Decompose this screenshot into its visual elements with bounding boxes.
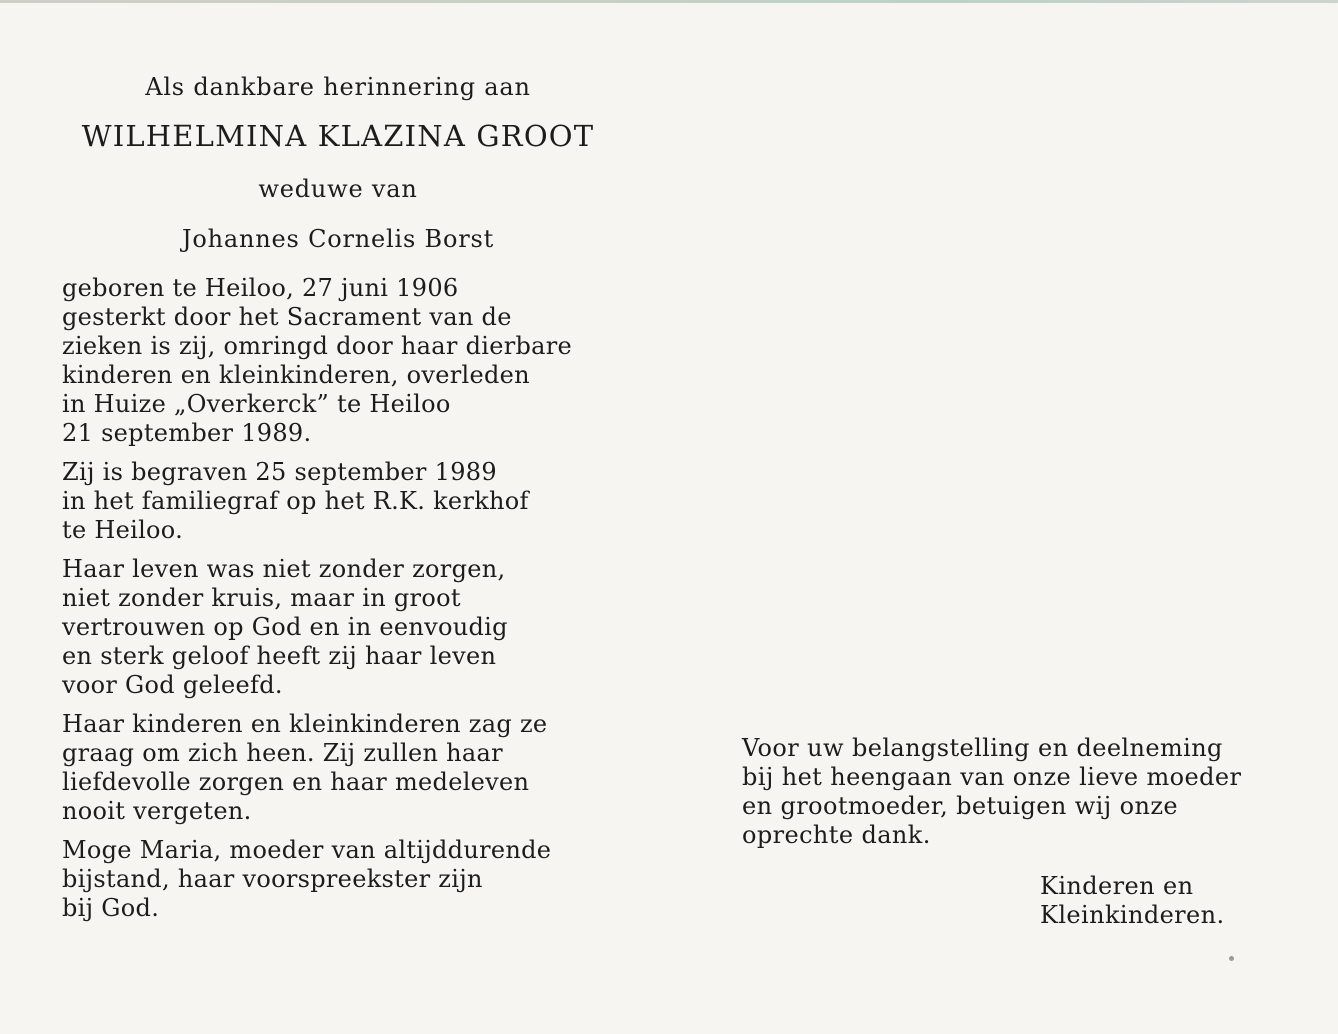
card-top-edge [0,0,1338,3]
signature: Kinderen en Kleinkinderen. [1040,872,1225,929]
memorial-text-column [62,70,622,923]
intro-line: Als dankbare herinnering aan [145,73,531,101]
deceased-name: WILHELMINA KLAZINA GROOT [81,119,595,153]
spouse-name: Johannes Cornelis Borst [181,225,495,253]
thanks-paragraph: Voor uw belangstelling en deelneming bij het heengaan van onze lieve moeder en grootmoeder, betuigen wij onze oprechte dank. [742,734,1242,849]
burial-paragraph: Zij is begraven 25 september 1989 in het familiegraf op het R.K. kerkhof te Heiloo. [62,458,529,544]
relation-line: weduwe van [258,175,418,203]
paper-speck [1229,956,1234,961]
prayer-paragraph: Moge Maria, moeder van altijddurende bijstand, haar voorspreekster zijn bij God. [62,836,552,922]
faith-paragraph: Haar leven was niet zonder zorgen, niet zonder kruis, maar in groot vertrouwen op God en in eenvoudig en sterk geloof heeft zij haar leven voor God geleefd. [62,555,508,699]
thanks-column [742,734,1322,850]
family-paragraph: Haar kinderen en kleinkinderen zag ze graag om zich heen. Zij zullen haar liefdevolle zorgen en haar medeleven nooit vergeten. [62,710,548,825]
biography-paragraph: geboren te Heiloo, 27 juni 1906 gesterkt door het Sacrament van de zieken is zij, omringd door haar dierbare kinderen en kleinkinderen, overleden in Huize „Overkerck” te Heiloo 21 september 1989. [62,274,573,447]
